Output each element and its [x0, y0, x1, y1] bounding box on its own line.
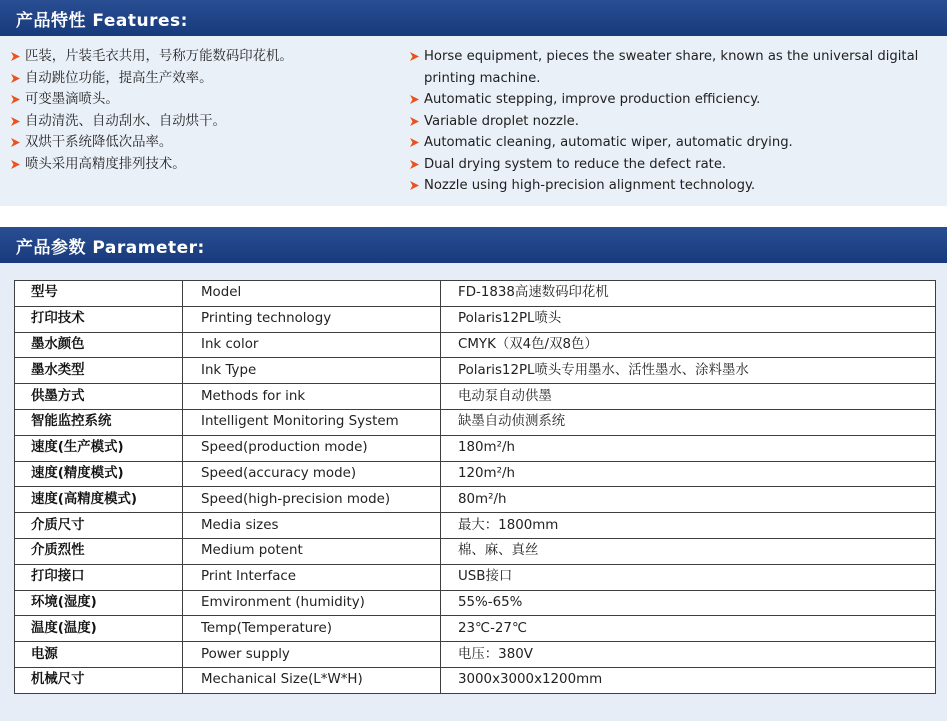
features-list-english: [409, 46, 939, 197]
table-row: [15, 281, 936, 307]
feature-item: [409, 111, 939, 133]
param-name-en: Model: [183, 281, 441, 307]
param-name-en: Intelligent Monitoring System: [183, 409, 441, 435]
feature-text: 自动清洗、自动刮水、自动烘干。: [25, 113, 226, 129]
param-value: Polaris12PL喷头专用墨水、活性墨水、涂料墨水: [441, 358, 936, 384]
param-value: 电压：380V: [441, 642, 936, 668]
param-name-cn: 介质尺寸: [15, 513, 183, 539]
feature-text: Automatic stepping, improve production efficiency.: [424, 92, 761, 107]
param-name-en: Print Interface: [183, 564, 441, 590]
param-name-en: Speed(production mode): [183, 435, 441, 461]
table-row: [15, 358, 936, 384]
feature-text: 匹装，片装毛衣共用，号称万能数码印花机。: [25, 49, 293, 64]
param-name-cn: 速度(精度模式): [15, 461, 183, 487]
param-value: FD-1838高速数码印花机: [441, 281, 936, 307]
param-value: CMYK（双4色/双8色）: [441, 332, 936, 358]
param-name-cn: 速度(高精度模式): [15, 487, 183, 513]
feature-item: [10, 111, 390, 133]
triangle-bullet-icon: [10, 46, 25, 68]
feature-text: 喷头采用高精度排列技术。: [25, 156, 186, 172]
param-name-cn: 打印技术: [15, 306, 183, 332]
feature-text: 双烘干系统降低次品率。: [25, 135, 173, 150]
table-row: [15, 461, 936, 487]
param-name-en: Ink color: [183, 332, 441, 358]
table-row: [15, 409, 936, 435]
param-name-en: Medium potent: [183, 538, 441, 564]
features-heading: 产品特性 Features:: [0, 0, 947, 36]
param-value: 180m²/h: [441, 435, 936, 461]
table-row: [15, 487, 936, 513]
parameters-table: [14, 280, 936, 694]
triangle-bullet-icon: [409, 111, 424, 133]
param-name-en: Ink Type: [183, 358, 441, 384]
triangle-bullet-icon: [10, 111, 25, 133]
triangle-bullet-icon: [409, 132, 424, 154]
param-value: Polaris12PL喷头: [441, 306, 936, 332]
table-row: [15, 642, 936, 668]
param-name-cn: 供墨方式: [15, 384, 183, 410]
feature-text: Nozzle using high-precision alignment technology.: [424, 178, 756, 193]
feature-item: [10, 68, 390, 90]
param-value: 23℃-27℃: [441, 616, 936, 642]
table-row: [15, 538, 936, 564]
feature-item: [10, 89, 390, 111]
param-name-cn: 智能监控系统: [15, 409, 183, 435]
feature-item: [10, 46, 390, 68]
param-value: 120m²/h: [441, 461, 936, 487]
triangle-bullet-icon: [409, 175, 424, 197]
feature-item: [409, 46, 939, 89]
param-value: 电动泵自动供墨: [441, 384, 936, 410]
param-value: USB接口: [441, 564, 936, 590]
parameters-panel: [0, 263, 947, 721]
table-row: [15, 306, 936, 332]
parameters-heading: 产品参数 Parameter:: [0, 227, 947, 263]
table-row: [15, 332, 936, 358]
param-value: 80m²/h: [441, 487, 936, 513]
param-value: 缺墨自动侦测系统: [441, 409, 936, 435]
param-name-en: Temp(Temperature): [183, 616, 441, 642]
feature-item: [10, 154, 390, 176]
param-name-cn: 型号: [15, 281, 183, 307]
param-value: 棉、麻、真丝: [441, 538, 936, 564]
triangle-bullet-icon: [409, 154, 424, 176]
param-name-cn: 介质烈性: [15, 538, 183, 564]
feature-text: Dual drying system to reduce the defect rate.: [424, 156, 727, 172]
feature-text: Horse equipment, pieces the sweater share, known as the universal digital printing machine.: [424, 49, 919, 86]
table-row: [15, 590, 936, 616]
feature-text: 自动跳位功能，提高生产效率。: [25, 70, 213, 86]
param-name-en: Mechanical Size(L*W*H): [183, 667, 441, 693]
triangle-bullet-icon: [10, 68, 25, 90]
triangle-bullet-icon: [10, 154, 25, 176]
param-name-cn: 电源: [15, 642, 183, 668]
triangle-bullet-icon: [409, 46, 424, 68]
features-list-chinese: [10, 46, 390, 175]
feature-text: 可变墨滴喷头。: [25, 92, 119, 107]
triangle-bullet-icon: [10, 89, 25, 111]
triangle-bullet-icon: [409, 89, 424, 111]
param-value: 最大：1800mm: [441, 513, 936, 539]
param-name-cn: 机械尺寸: [15, 667, 183, 693]
param-name-cn: 速度(生产模式): [15, 435, 183, 461]
feature-text: Automatic cleaning, automatic wiper, automatic drying.: [424, 135, 793, 150]
param-name-en: Media sizes: [183, 513, 441, 539]
feature-item: [10, 132, 390, 154]
param-value: 3000x3000x1200mm: [441, 667, 936, 693]
param-name-en: Speed(accuracy mode): [183, 461, 441, 487]
feature-item: [409, 175, 939, 197]
feature-text: Variable droplet nozzle.: [424, 113, 579, 129]
param-name-cn: 打印接口: [15, 564, 183, 590]
param-name-en: Speed(high-precision mode): [183, 487, 441, 513]
param-name-en: Methods for ink: [183, 384, 441, 410]
triangle-bullet-icon: [10, 132, 25, 154]
table-row: [15, 616, 936, 642]
param-name-en: Power supply: [183, 642, 441, 668]
param-name-cn: 环境(湿度): [15, 590, 183, 616]
table-row: [15, 564, 936, 590]
feature-item: [409, 154, 939, 176]
table-row: [15, 435, 936, 461]
param-name-en: Printing technology: [183, 306, 441, 332]
param-name-cn: 墨水类型: [15, 358, 183, 384]
param-name-cn: 墨水颜色: [15, 332, 183, 358]
param-name-cn: 温度(温度): [15, 616, 183, 642]
table-row: [15, 667, 936, 693]
feature-item: [409, 132, 939, 154]
table-row: [15, 513, 936, 539]
table-row: [15, 384, 936, 410]
features-panel: [0, 36, 947, 206]
param-value: 55%-65%: [441, 590, 936, 616]
param-name-en: Emvironment (humidity): [183, 590, 441, 616]
feature-item: [409, 89, 939, 111]
